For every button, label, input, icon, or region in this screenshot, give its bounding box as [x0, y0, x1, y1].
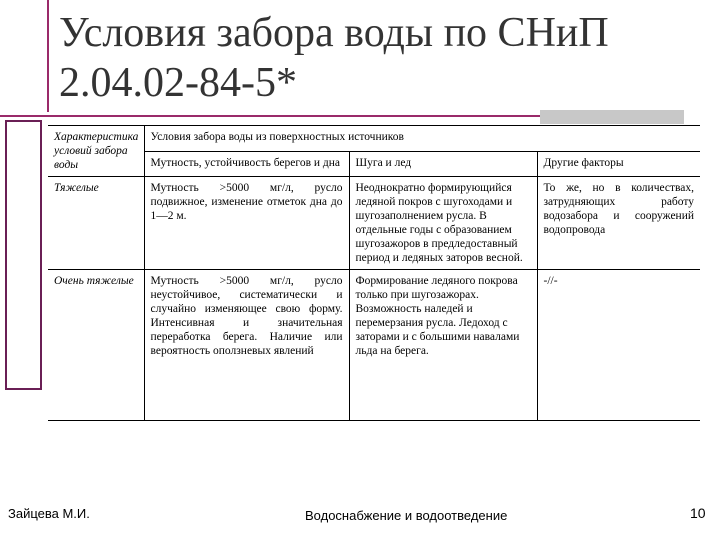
table-subheader-row — [48, 151, 700, 177]
table-row — [48, 270, 700, 421]
conditions-table — [48, 125, 700, 421]
table-header-row — [48, 126, 700, 152]
table-cell: -//- — [537, 270, 700, 421]
subheader-ice: Шуга и лед — [349, 151, 537, 177]
row-label: Очень тяжелые — [48, 270, 144, 421]
page-number: 10 — [690, 505, 706, 521]
slide-title: Условия забора воды по СНиП 2.04.02-84-5* — [59, 10, 609, 106]
subheader-turbidity: Мутность, устойчивость берегов и дна — [144, 151, 349, 177]
footer-author: Зайцева М.И. — [8, 506, 90, 521]
header-characteristic: Характеристика условий забора воды — [48, 126, 144, 177]
table-cell: Неоднократно формирующийся ледяной покров с шугоходами и шугозаполнением русла. В отдельные годы с образованием шугозажоров в предледоставный период и ледяных заторов весной. — [349, 177, 537, 270]
decor-frame — [5, 120, 42, 390]
decor-horizontal-line — [0, 115, 540, 117]
row-label: Тяжелые — [48, 177, 144, 270]
table-cell: Формирование ледяного покрова только при шугозажорах. Возможность наледей и перемерзания русла. Ледоход с заторами и с большими навалами льда на берега. — [349, 270, 537, 421]
decor-gray-bar — [540, 110, 684, 124]
table-cell: Мутность >5000 мг/л, русло неустойчивое, систематически и случайно изменяющее свою форму. Интенсивная и значительная переработка берега. Наличие или вероятность оползневых явлений — [144, 270, 349, 421]
table-cell: То же, но в количествах, затрудняющих работу водозабора и сооружений водопровода — [537, 177, 700, 270]
header-conditions: Условия забора воды из поверхностных источников — [144, 126, 700, 152]
table-cell: Мутность >5000 мг/л, русло подвижное, изменение отметок дна до 1—2 м. — [144, 177, 349, 270]
footer-course: Водоснабжение и водоотведение — [305, 508, 508, 523]
decor-vertical-line — [47, 0, 49, 112]
table-row — [48, 177, 700, 270]
subheader-other: Другие факторы — [537, 151, 700, 177]
